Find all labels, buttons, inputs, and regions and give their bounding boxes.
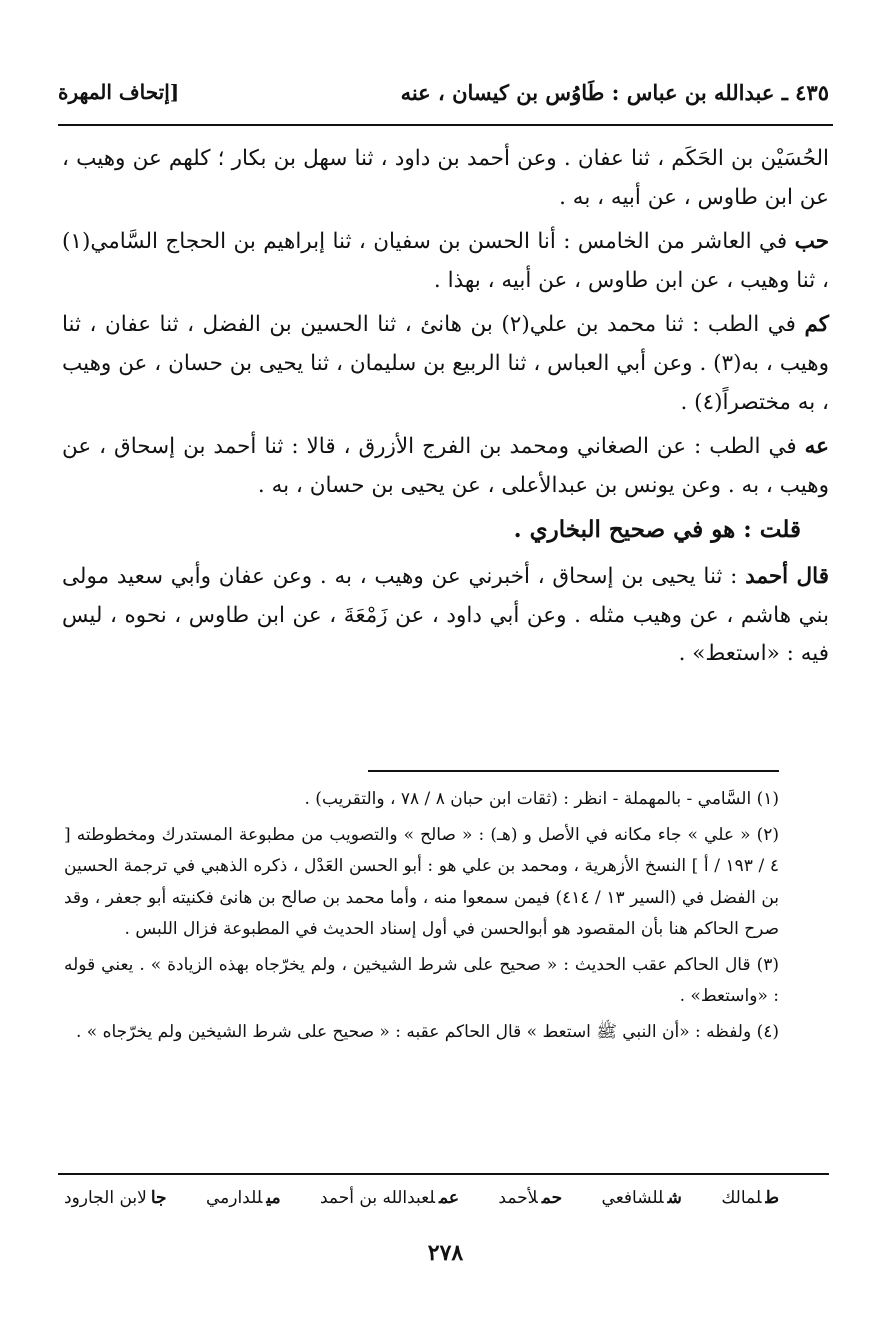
footnote: (٣) قال الحاكم عقب الحديث : « صحيح على شرط الشيخين ، ولم يخرّجاه بهذه الزيادة » . يعني قوله : «واستعط» . [64, 954, 779, 1006]
chapter-title: ٤٣٥ ـ عبدالله بن عباس : طَاوُس بن كيسان ، عنه [400, 79, 829, 105]
abbreviation-item: جالابن الجارود [64, 1188, 167, 1208]
abbreviation-item: حملأحمد [498, 1188, 563, 1208]
footnote: (١) السَّامي - بالمهملة - انظر : (ثقات ابن حبان ٨ / ٧٨ ، والتقريب) . [304, 789, 779, 809]
footnote-rule [368, 770, 779, 772]
page-number: ٢٧٨ [427, 1240, 464, 1266]
abbreviation-item: شللشافعي [601, 1188, 682, 1208]
footnote: (٢) « علي » جاء مكانه في الأصل و (هـ) : « صالح » والتصويب من مطبوعة المستدرك ومخطوطته [ ٤ / ١٩٣ / أ ] النسخ الأزهرية ، ومحمد بن علي هو : أبو الحسن العَدْل ، ذكره الذهبي في ترجمة الحسين بن الفضل في (السير ١٣ / ٤١٤) فيمن سمعوا منه ، وأما محمد بن صالح بن هانئ فكنيته أبو جعفر ، وقد صرح الحاكم هنا بأن المقصود هو أبوالحسن في أول إسناد الحديث في المطبوعة فزال اللبس . [64, 824, 779, 939]
abbreviation-item: ميللدارمي [205, 1188, 281, 1208]
abbreviation-item: عملعبدالله بن أحمد [320, 1188, 459, 1208]
source-code: قال أحمد [745, 563, 830, 589]
source-code: كم [804, 312, 829, 338]
abbreviation-item: طلمالك [721, 1188, 779, 1208]
header-rule [58, 124, 833, 126]
footnote: (٤) ولفظه : «أن النبي ﷺ استعط » قال الحاكم عقبه : « صحيح على شرط الشيخين ولم يخرّجاه » . [75, 1021, 779, 1042]
paragraph: قال أحمد : ثنا يحيى بن إسحاق ، أخبرني عن وهيب ، به . وعن عفان وأبي سعيد مولى بني هاشم ، عن وهيب مثله . وعن أبي داود ، عن زَمْعَةَ ، عن ابن طاوس ، نحوه ، ليس فيه : «استعط» . [62, 563, 830, 667]
paragraph: حب في العاشر من الخامس : أنا الحسن بن سفيان ، ثنا إبراهيم بن الحجاج السَّامي(١) ، ثنا وهيب ، عن ابن طاوس ، عن أبيه ، بهذا . [62, 229, 829, 293]
author-note: قلت : هو في صحيح البخاري . [513, 516, 801, 544]
source-code: عه [804, 434, 829, 460]
paragraph: كم في الطب : ثنا محمد بن علي(٢) بن هانئ ، ثنا الحسين بن الفضل ، ثنا عفان ، ثنا وهيب ، به(٣) . وعن أبي العباس ، ثنا الربيع بن سليمان ، ثنا يحيى بن حسان ، عن وهيب ، به مختصراً(٤) . [62, 312, 830, 415]
abbreviation-key [64, 1188, 779, 1222]
page-header [58, 72, 829, 112]
bottom-rule [58, 1173, 829, 1175]
main-text [62, 140, 829, 680]
footnotes [64, 784, 779, 1052]
paragraph: الحُسَيْن بن الحَكَم ، ثنا عفان . وعن أحمد بن داود ، ثنا سهل بن بكار ؛ كلهم عن وهيب ، عن ابن طاوس ، عن أبيه ، به . [62, 146, 829, 210]
book-title: [إتحاف المهرة [58, 80, 180, 104]
paragraph: عه في الطب : عن الصغاني ومحمد بن الفرج الأزرق ، قالا : ثنا أحمد بن إسحاق ، عن وهيب ، به . وعن يونس بن عبدالأعلى ، عن يحيى بن حسان ، به . [62, 434, 829, 498]
source-code: حب [794, 229, 829, 255]
